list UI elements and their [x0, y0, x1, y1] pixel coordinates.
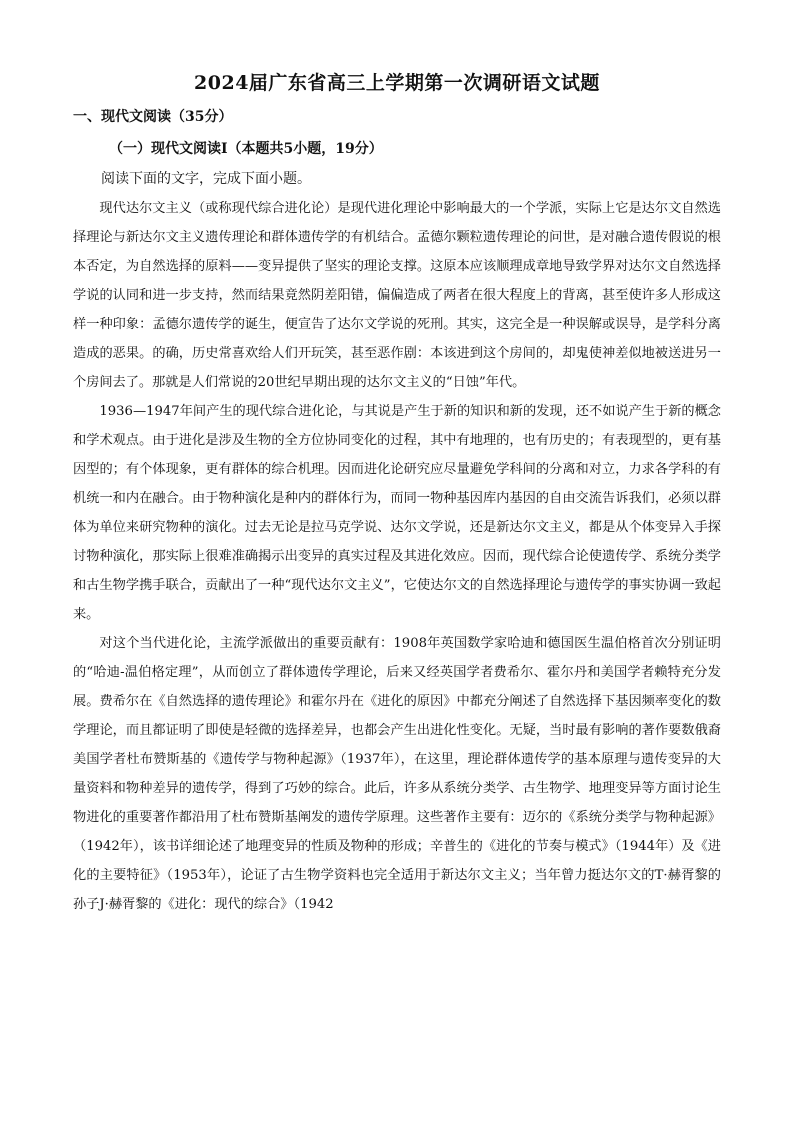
section-heading: 一、现代文阅读（35分） — [73, 109, 233, 125]
paragraph-2: 1936—1947年间产生的现代综合进化论，与其说是产生于新的知识和新的发现，还不如说产生于新的概念和学术观点。由于进化是涉及生物的全方位协同变化的过程，其中有地理的，也有历史的；有表现型的，更有基因型的；有个体现象，更有群体的综合机理。因而进化论研究应尽量避免学科间的分离和对立，力求各学科的有机统一和内在融合。由于物种演化是种内的群体行为，而同一物种基因库内基因的自由交流告诉我们，必须以群体为单位来研究物种的演化。过去无论是拉马克学说、达尔文学说，还是新达尔文主义，都是从个体变异入手探讨物种演化，那实际上很难准确揭示出变异的真实过程及其进化效应。因而，现代综合论使遗传学、系统分类学和古生物学携手联合，贡献出了一种“现代达尔文主义”，它使达尔文的自然选择理论与遗传学的事实协调一致起来。 — [73, 404, 721, 622]
document-title: 2024届广东省高三上学期第一次调研语文试题 — [194, 72, 600, 94]
paragraph-1: 现代达尔文主义（或称现代综合进化论）是现代进化理论中影响最大的一个学派，实际上它是达尔文自然选择理论与新达尔文主义遗传理论和群体遗传学的有机结合。孟德尔颗粒遗传理论的问世，是对融合遗传假说的根本否定，为自然选择的原料——变异提供了坚实的理论支撑。这原本应该顺理成章地导致学界对达尔文自然选择学说的认同和进一步支持，然而结果竟然阴差阳错，偏偏造成了两者在很大程度上的背离，甚至使许多人形成这样一种印象：孟德尔遗传学的诞生，便宣告了达尔文学说的死刑。其实，这完全是一种误解或误导，是学科分离造成的恶果。的确，历史常喜欢给人们开玩笑，甚至恶作剧：本该进到这个房间的，却鬼使神差似地被送进另一个房间去了。那就是人们常说的20世纪早期出现的达尔文主义的“日蚀”年代。 — [73, 201, 721, 390]
subsection-heading: （一）现代文阅读Ⅰ（本题共5小题，19分） — [109, 141, 383, 157]
paragraph-3: 对这个当代进化论，主流学派做出的重要贡献有：1908年英国数学家哈迪和德国医生温伯格首次分别证明的“哈迪-温伯格定理”，从而创立了群体遗传学理论，后来又经英国学者费希尔、霍尔丹和美国学者赖特充分发展。费希尔在《自然选择的遗传理论》和霍尔丹在《进化的原因》中都充分阐述了自然选择下基因频率变化的数学理论，而且都证明了即使是轻微的选择差异，也都会产生出进化性变化。无疑，当时最有影响的著作要数俄裔美国学者杜布赞斯基的《遗传学与物种起源》（1937年），在这里，理论群体遗传学的基本原理与遗传变异的大量资料和物种差异的遗传学，得到了巧妙的综合。此后，许多从系统分类学、古生物学、地理变异等方面讨论生物进化的重要著作都沿用了杜布赞斯基阐发的遗传学原理。这些著作主要有：迈尔的《系统分类学与物种起源》（1942年），该书详细论述了地理变异的性质及物种的形成；辛普生的《进化的节奏与模式》（1944年）及《进化的主要特征》（1953年），论证了古生物学资料也完全适用于新达尔文主义；当年曾力挺达尔文的T·赫胥黎的孙子J·赫胥黎的《进化：现代的综合》（1942 — [73, 636, 721, 912]
reading-instruction: 阅读下面的文字，完成下面小题。 — [101, 171, 311, 187]
